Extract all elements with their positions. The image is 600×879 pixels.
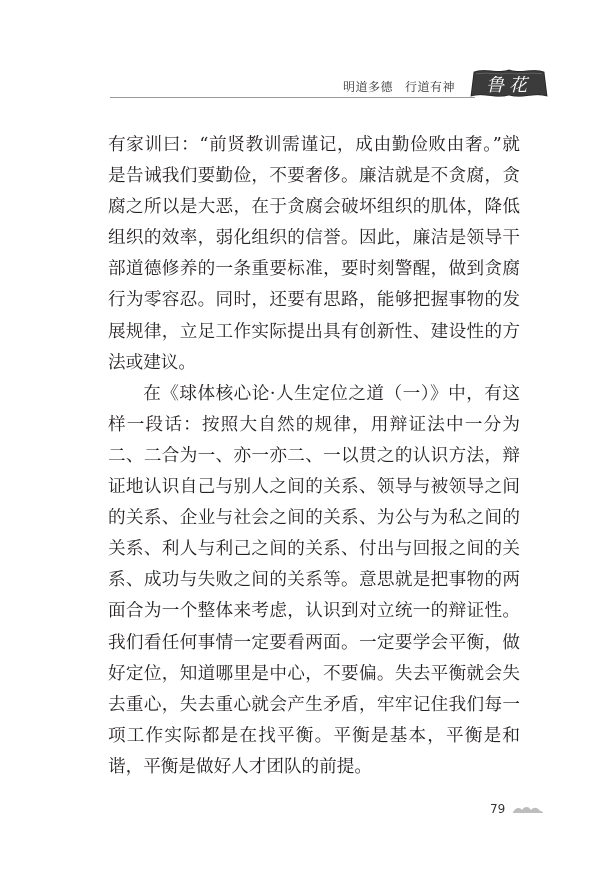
body-text xyxy=(108,130,520,783)
paragraph-1: 有家训曰：“前贤教训需谨记，成由勤俭败由奢。”就是告诫我们要勤俭，不要奢侈。廉洁就是不贪腐，贪腐之所以是大恶，在于贪腐会破坏组织的肌体，降低组织的效率，弱化组织的信誉。因此，廉洁是领导干部道德修养的一条重要标准，要时刻警醒，做到贪腐行为零容忍。同时，还要有思路，能够把握事物的发展规律，立足工作实际提出具有创新性、建设性的方法或建议。 xyxy=(108,135,520,373)
page-header xyxy=(0,0,600,110)
header-rule xyxy=(110,97,475,98)
paragraph-2: 在《球体核心论·人生定位之道（一）》中，有这样一段话：按照大自然的规律，用辩证法中一分为二、二合为一、亦一亦二、一以贯之的认识方法，辩证地认识自己与别人之间的关系、领导与被领导之间的关系、企业与社会之间的关系、为公与为私之间的关系、利人与利己之间的关系、付出与回报之间的关系、成功与失败之间的关系等。意思就是把事物的两面合为一个整体来考虑，认识到对立统一的辩证性。我们看任何事情一定要看两面。一定要学会平衡，做好定位，知道哪里是中心，不要偏。失去平衡就会失去重心，失去重心就会产生矛盾，牢牢记住我们每一项工作实际都是在找平衡。平衡是基本，平衡是和谐，平衡是做好人才团队的前提。 xyxy=(108,383,520,777)
logo-text: 鲁花 xyxy=(486,75,532,96)
running-header-title xyxy=(343,78,455,95)
page-number: 79 xyxy=(490,802,506,816)
header-title-left: 明道多德 xyxy=(343,80,394,94)
header-title-right: 行道有神 xyxy=(405,80,456,94)
cloud-ornament-icon xyxy=(512,803,544,815)
